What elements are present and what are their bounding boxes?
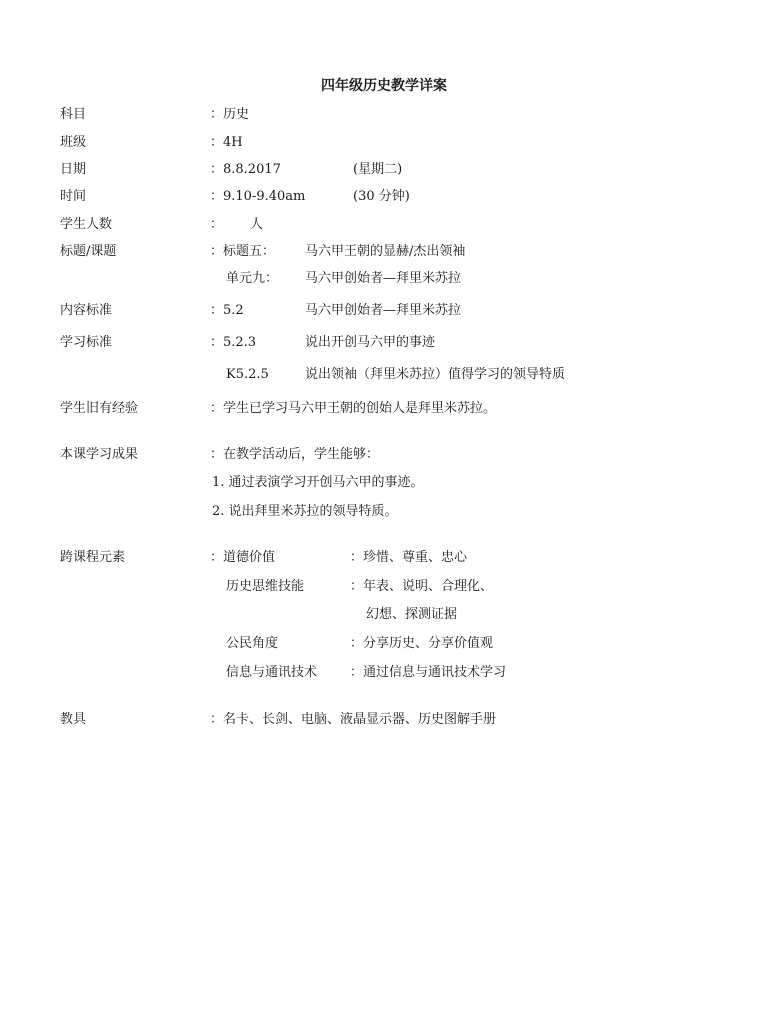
learning-standard-code-2: K5.2.5 [226, 367, 269, 382]
time-duration: (30 分钟) [353, 189, 410, 204]
time-value: ：9.10-9.40am [210, 189, 306, 204]
topic-theme-value: 马六甲王朝的显赫/杰出领袖 [305, 244, 466, 259]
subject-value: ：历史 [210, 107, 250, 122]
outcomes-label: 本课学习成果 [60, 447, 139, 462]
cross-curricular-label: 跨课程元素 [60, 550, 126, 565]
civic-perspective-label: 公民角度 [226, 636, 279, 651]
outcome-item: 2. 说出拜里米苏拉的领导特质。 [212, 504, 398, 519]
content-standard-code: ：5.2 [210, 303, 244, 318]
history-skills-value: ：年表、说明、合理化、 [350, 579, 494, 594]
content-standard-label: 内容标准 [60, 303, 113, 318]
prior-knowledge-value: ：学生已学习马六甲王朝的创始人是拜里米苏拉。 [210, 401, 497, 416]
civic-perspective-value: ：分享历史、分享价值观 [350, 636, 494, 651]
class-label: 班级 [60, 135, 87, 150]
topic-theme-label: ：标题五： [210, 244, 276, 259]
students-unit: 人 [250, 217, 264, 232]
ict-label: 信息与通讯技术 [226, 665, 318, 680]
date-label: 日期 [60, 162, 87, 177]
learning-standard-text-1: 说出开创马六甲的事迹 [305, 335, 436, 350]
history-skills-label: 历史思维技能 [226, 579, 305, 594]
time-label: 时间 [60, 189, 87, 204]
subject-label: 科目 [60, 107, 87, 122]
students-value: ： [210, 217, 224, 232]
ict-value: ：通过信息与通讯技术学习 [350, 665, 507, 680]
teaching-aids-value: ：名卡、长剑、电脑、液晶显示器、历史图解手册 [210, 712, 497, 727]
history-skills-value-cont: 幻想、探测证据 [366, 607, 458, 622]
prior-knowledge-label: 学生旧有经验 [60, 401, 139, 416]
moral-values-value: ：珍惜、尊重、忠心 [350, 550, 468, 565]
class-value: ：4H [210, 135, 243, 150]
outcome-item: 1. 通过表演学习开创马六甲的事迹。 [212, 475, 424, 490]
students-label: 学生人数 [60, 217, 113, 232]
page-title: 四年级历史教学详案 [321, 78, 447, 94]
content-standard-text: 马六甲创始者—拜里米苏拉 [305, 303, 462, 318]
topic-unit-value: 马六甲创始者—拜里米苏拉 [305, 271, 462, 286]
learning-standard-code-1: ：5.2.3 [210, 335, 257, 350]
date-value: ：8.8.2017 [210, 162, 281, 177]
outcomes-intro: ：在教学活动后，学生能够： [210, 447, 380, 462]
teaching-aids-label: 教具 [60, 712, 87, 727]
learning-standard-label: 学习标准 [60, 335, 113, 350]
date-day: (星期二) [353, 162, 403, 177]
topic-label: 标题/课题 [60, 244, 117, 259]
moral-values-label: ：道德价值 [210, 550, 276, 565]
topic-unit-label: 单元九： [226, 271, 279, 286]
learning-standard-text-2: 说出领袖（拜里米苏拉）值得学习的领导特质 [305, 367, 566, 382]
